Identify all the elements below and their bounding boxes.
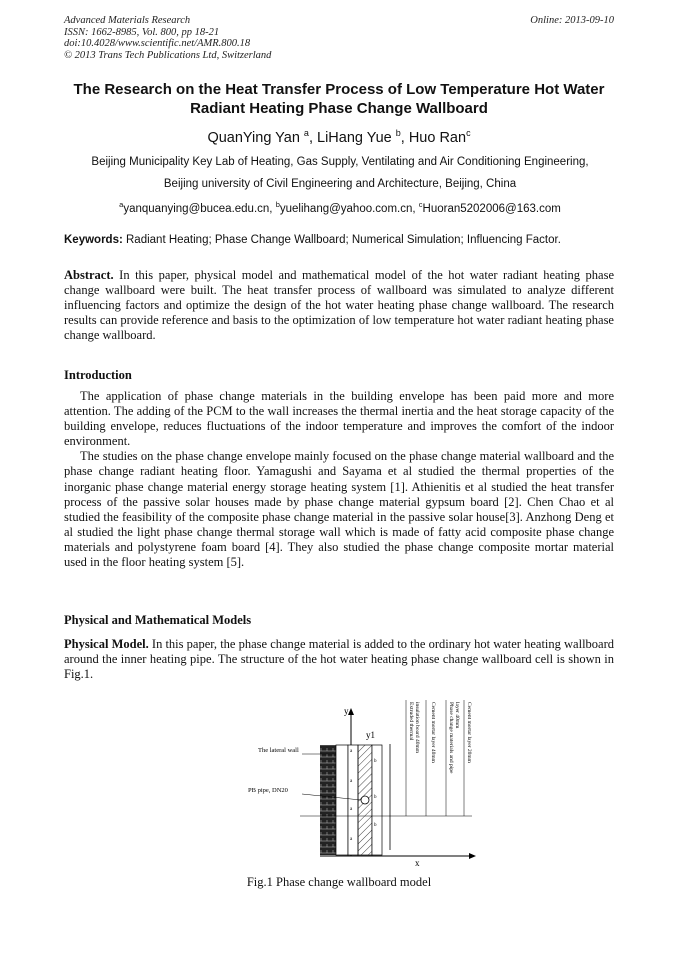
svg-text:a: a: [350, 779, 353, 784]
author-name: Huo Ran: [408, 129, 467, 146]
author-email[interactable]: yuelihang@yahoo.com.cn,: [279, 202, 416, 215]
abstract-text: In this paper, physical model and mathematical model of the hot water radiant heating phase change wallboard were built. The heat transfer process of wallboard was simulated to analyze different influencing factors and optimize the design of the hot water heating phase change wallboard. The research results can provide reference and basis to the optimization of low temperature hot water radiant heating phase change wallboard.: [64, 268, 615, 343]
author-emails: [60, 200, 620, 215]
keywords: [64, 234, 616, 246]
keywords-label: Keywords:: [64, 234, 123, 246]
x-axis-label: x: [415, 858, 420, 868]
svg-text:b: b: [374, 795, 377, 800]
author-name: LiHang Yue: [317, 129, 392, 146]
section-heading: Introduction: [64, 368, 132, 382]
svg-text:a: a: [350, 837, 353, 842]
author-list: QuanYing Yan $^a$, LiHang Yue $^b$, Huo Ran$^c$: [207, 128, 471, 146]
figure-caption: Fig.1 Phase change wallboard model: [246, 875, 432, 889]
insulation-layer: [336, 745, 348, 855]
keywords-text: Radiant Heating; Phase Change Wallboard; Numerical Simulation; Influencing Factor.: [126, 234, 561, 246]
layer-label: layer 40mm: [454, 702, 460, 729]
layer-label: Extruded thermal: [408, 702, 414, 741]
heating-pipe: [361, 796, 369, 804]
layer-label: Phase change materials and pipe: [448, 702, 454, 774]
paragraph: In this paper, the phase change material is added to the ordinary hot water heating wallboard around the inner heating pipe. The structure of the hot water heating phase change wallboard cell is shown in Fig.1.: [64, 637, 615, 682]
affiliation-line: Beijing Municipality Key Lab of Heating, Gas Supply, Ventilating and Air Conditioning Engineering,: [91, 156, 589, 168]
paragraph: The studies on the phase change envelope mainly focused on the phase change material wallboard and the phase change radiant heating floor. Yamagushi and Sayama et al studied the thermal properties of the inorganic phase change material energy storage heating system [1]. Athienitis et al studied the heat transfer process of the passive solar houses made by phase change material gypsum board [2]. Chen Chao et al studied the feasibility of the composite phase change material in the passive solar house[3]. Anzhong Deng et al studied the light phase change thermal storage wall which is made of fatty acid composite phase change materials and polystyrene foam board [4]. They also studied the phase change composite mortar material used in the floor heating system [5].: [64, 449, 614, 570]
introduction-body: [64, 389, 614, 570]
online-date: Online: 2013-09-10: [530, 15, 614, 26]
y1-axis-label: y1: [366, 730, 375, 740]
section-heading: Physical and Mathematical Models: [64, 613, 252, 627]
issn: ISSN: 1662-8985, Vol. 800, pp 18-21: [64, 26, 220, 38]
journal-info: [64, 15, 271, 61]
email-marker: a: [119, 200, 124, 209]
author-name: QuanYing Yan: [207, 129, 300, 146]
x-axis-arrow: [469, 853, 476, 859]
copyright: © 2013 Trans Tech Publications Ltd, Switzerland: [64, 49, 272, 61]
svg-text:b: b: [374, 823, 377, 828]
subsection-label: Physical Model.: [64, 637, 149, 651]
email-marker: c: [418, 200, 423, 209]
abstract-label: Abstract.: [64, 268, 114, 282]
svg-text:a: a: [350, 749, 353, 754]
svg-text:a: a: [350, 807, 353, 812]
wallboard-figure: [240, 700, 480, 868]
y-axis-arrow: [348, 708, 354, 715]
layer-label: Cement mortar layer 40mm: [430, 702, 436, 763]
author-email[interactable]: Huoran5202006@163.com: [422, 202, 561, 215]
wall-label: The lateral wall: [258, 747, 299, 754]
affiliation-line: Beijing university of Civil Engineering and Architecture, Beijing, China: [163, 178, 517, 190]
doi: doi:10.4028/www.scientific.net/AMR.800.18: [64, 38, 251, 49]
author-marker: a: [303, 128, 309, 138]
paragraph: The application of phase change materials in the building envelope has been paid more and more attention. The adding of the PCM to the wall increases the thermal inertia and the heat storage capacity of the building envelope, reduces fluctuations of the indoor temperature and improves the comfort of the indoor environment.: [64, 389, 614, 449]
journal-name: Advanced Materials Research: [64, 15, 191, 26]
paper-title: The Research on the Heat Transfer Process of Low Temperature Hot Water Radiant Heating Phase Change Wallboard: [73, 81, 605, 117]
lateral-wall: [320, 745, 336, 855]
physical-model-body: [64, 637, 614, 682]
pipe-label: PB pipe, DN20: [248, 787, 288, 794]
y-axis-label: y: [344, 706, 349, 716]
author-email[interactable]: yanquanying@bucea.edu.cn,: [123, 202, 273, 215]
email-marker: b: [275, 200, 280, 209]
svg-text:b: b: [374, 759, 377, 764]
author-marker: c: [466, 128, 471, 138]
layer-label: insulation board 40mm: [414, 702, 420, 754]
layer-label: Cement mortar layer 20mm: [466, 702, 472, 763]
abstract: [64, 268, 614, 343]
author-marker: b: [395, 128, 401, 138]
